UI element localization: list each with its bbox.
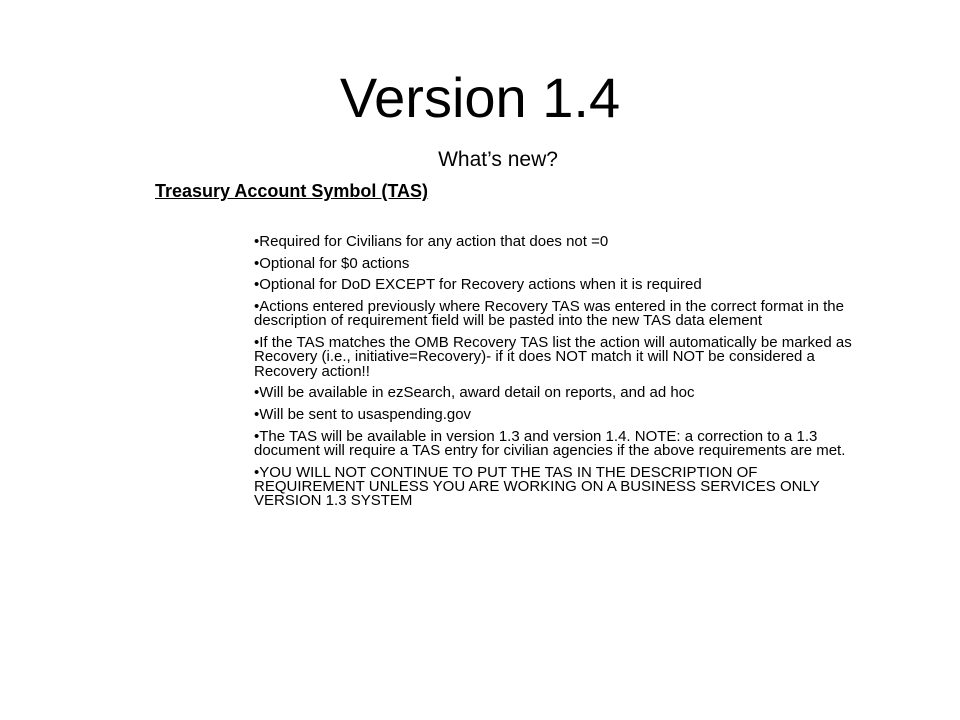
bullet-text: The TAS will be available in version 1.3 and version 1.4. NOTE: a correction to a 1.3 document will require a TAS entry for civilian agencies if the above requirements are met. [254, 427, 846, 459]
bullet-item [246, 336, 856, 379]
bullet-item [246, 254, 856, 272]
slide-subtitle: What’s new? [438, 148, 558, 171]
bullet-glyph: • [254, 233, 260, 250]
section-heading: Treasury Account Symbol (TAS) [155, 181, 429, 201]
bullet-glyph: • [254, 276, 260, 294]
bullet-text: Required for Civilians for any action that does not =0 [259, 233, 609, 250]
bullet-item [246, 278, 856, 292]
slide-title: Version 1.4 [339, 66, 621, 129]
bullet-text: Optional for $0 actions [259, 254, 410, 272]
bullet-item [246, 463, 856, 510]
bullet-text: YOU WILL NOT CONTINUE TO PUT THE TAS IN THE DESCRIPTION OF REQUIREMENT UNLESS YOU ARE WORKING ON A BUSINESS SERVICES ONLY VERSION 1.3 SYSTEM [254, 463, 820, 510]
bullet-item [246, 300, 856, 329]
bullet-text: If the TAS matches the OMB Recovery TAS list the action will automatically be marked as Recovery (i.e., initiative=Recovery)- if it does NOT match it will NOT be considered a Recovery action!! [254, 334, 852, 380]
bullet-glyph: • [254, 406, 260, 424]
bullet-text: Actions entered previously where Recovery TAS was entered in the correct format in the description of requirement field will be pasted into the new TAS data element [254, 298, 844, 330]
bullet-text: Will be available in ezSearch, award detail on reports, and ad hoc [259, 384, 695, 402]
bullet-text: Will be sent to usaspending.gov [259, 406, 472, 424]
bullet-glyph: • [254, 384, 260, 402]
bullet-text: Optional for DoD EXCEPT for Recovery actions when it is required [259, 276, 702, 294]
bullet-item [246, 235, 856, 249]
bullet-glyph: • [254, 334, 260, 352]
bullet-item [246, 408, 856, 422]
bullet-glyph: • [254, 254, 260, 272]
bullet-glyph: • [254, 427, 260, 445]
bullet-item [246, 427, 856, 459]
bullet-glyph: • [254, 463, 260, 481]
bullet-item [246, 386, 856, 400]
bullet-glyph: • [254, 298, 260, 316]
bullet-list [246, 235, 856, 516]
